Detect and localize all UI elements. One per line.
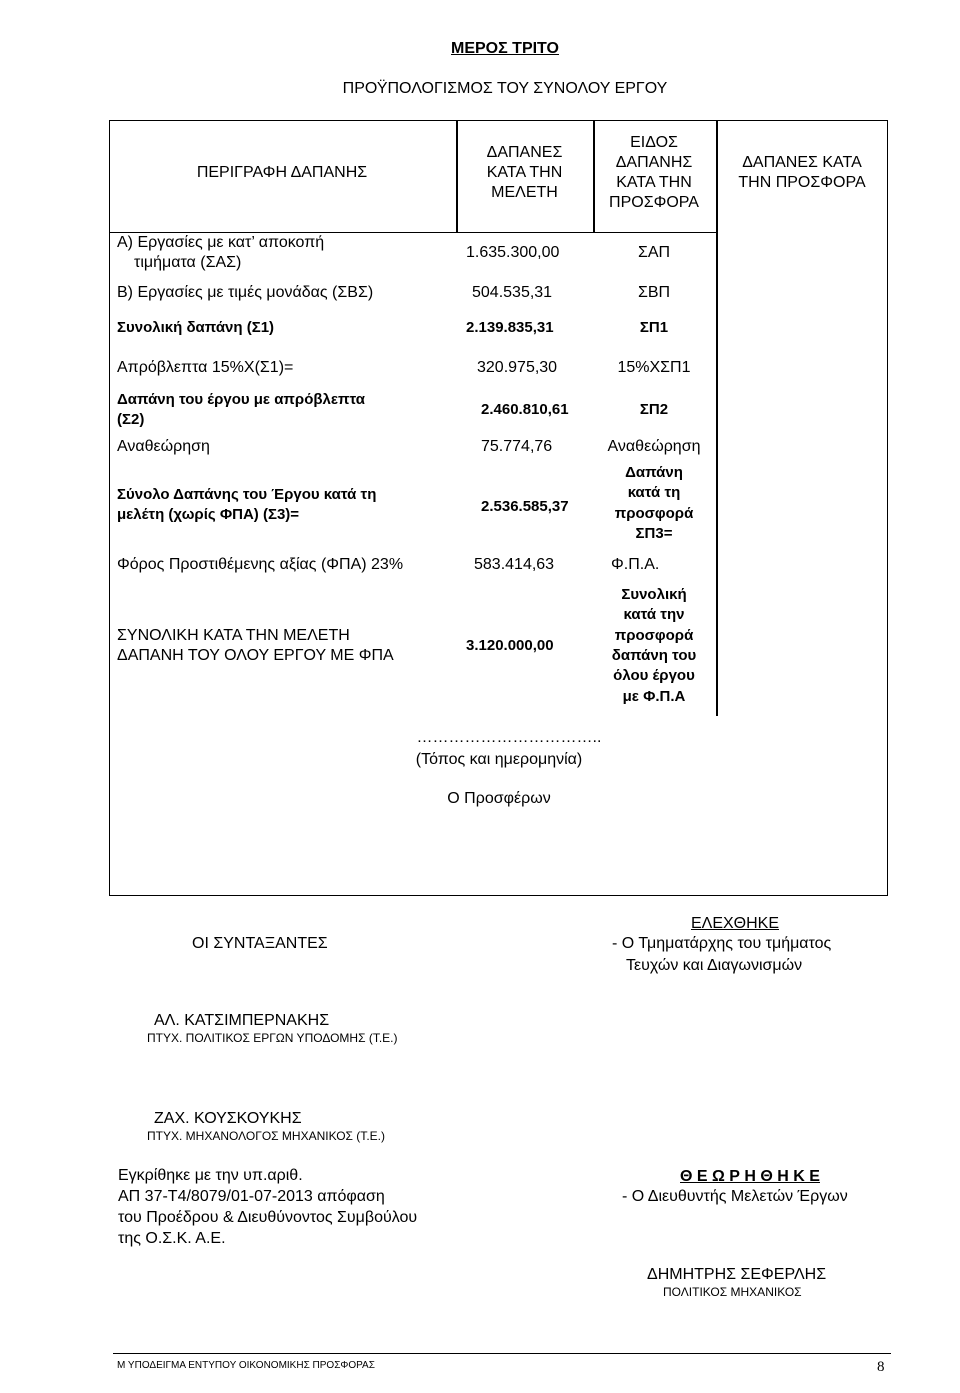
row-s2-type: ΣΠ2 <box>639 401 669 418</box>
row-vat-type: Φ.Π.Α. <box>611 556 660 573</box>
row-b-study: 504.535,31 <box>472 284 553 301</box>
row-b-desc: Β) Εργασίες με τιμές μονάδας (ΣΒΣ) <box>117 284 374 301</box>
col-header-study-3: ΜΕΛΕΤΗ <box>491 184 558 201</box>
row-revision-study: 75.774,76 <box>481 438 553 455</box>
director-name: ΔΗΜΗΤΡΗΣ ΣΕΦΕΡΛΗΣ <box>647 1266 827 1283</box>
col-header-offer-1: ΔΑΠΑΝΕΣ ΚΑΤΑ <box>742 154 862 171</box>
row-contingency-desc: Απρόβλεπτα 15%Χ(Σ1)= <box>117 359 294 376</box>
page-number: 8 <box>877 1359 885 1375</box>
date-dots: …………………………….. <box>416 729 602 746</box>
row-total-type-3: προσφορά <box>614 627 694 644</box>
author-2-title: ΠΤΥΧ. ΜΗΧΑΝΟΛΟΓΟΣ ΜΗΧΑΝΙΚΟΣ (Τ.Ε.) <box>147 1129 385 1143</box>
row-s3-study: 2.536.585,37 <box>481 498 569 515</box>
row-vat-study: 583.414,63 <box>474 556 555 573</box>
col-header-type-4: ΠΡΟΣΦΟΡΑ <box>609 194 699 211</box>
col-header-study-1: ΔΑΠΑΝΕΣ <box>486 144 563 161</box>
col-divider-3 <box>716 121 718 716</box>
author-1-title: ΠΤΥΧ. ΠΟΛΙΤΙΚΟΣ ΕΡΓΩΝ ΥΠΟΔΟΜΗΣ (Τ.Ε.) <box>147 1031 398 1045</box>
row-a-desc-1: Α) Εργασίες με κατ’ αποκοπή <box>117 234 325 251</box>
checked-title: ΕΛΕΧΘΗΚΕ <box>690 915 780 932</box>
row-s1-desc: Συνολική δαπάνη (Σ1) <box>117 319 275 336</box>
row-s2-desc-1: Δαπάνη του έργου με απρόβλεπτα <box>117 391 365 408</box>
checked-line-2: Τευχών και Διαγωνισμών <box>626 957 803 974</box>
row-s2-study: 2.460.810,61 <box>481 401 569 418</box>
col-header-type-1: ΕΙΔΟΣ <box>630 134 678 151</box>
row-total-type-6: με Φ.Π.Α <box>622 688 686 705</box>
col-header-description: ΠΕΡΙΓΡΑΦΗ ΔΑΠΑΝΗΣ <box>196 164 368 181</box>
authors-title: ΟΙ ΣΥΝΤΑΞΑΝΤΕΣ <box>192 935 328 952</box>
col-header-study-2: ΚΑΤΑ ΤΗΝ <box>486 164 563 181</box>
row-a-desc-2: τιμήματα (ΣΑΣ) <box>134 254 242 271</box>
col-header-type-2: ΔΑΠΑΝΗΣ <box>615 154 693 171</box>
row-revision-desc: Αναθεώρηση <box>117 438 210 455</box>
row-s2-desc-2: (Σ2) <box>117 411 145 428</box>
row-b-type: ΣΒΠ <box>637 284 671 301</box>
row-contingency-study: 320.975,30 <box>477 359 558 376</box>
director-title: ΠΟΛΙΤΙΚΟΣ ΜΗΧΑΝΙΚΟΣ <box>663 1285 802 1299</box>
col-header-offer-2: ΤΗΝ ΠΡΟΣΦΟΡΑ <box>738 174 866 191</box>
seen-title: Θ Ε Ω Ρ Η Θ Η Κ Ε <box>680 1168 820 1185</box>
row-s3-type-1: Δαπάνη <box>625 464 683 481</box>
row-total-desc-2: ΔΑΠΑΝΗ ΤΟΥ ΟΛΟΥ ΕΡΓΟΥ ΜΕ ΦΠΑ <box>117 647 394 664</box>
place-date-label: (Τόπος και ημερομηνία) <box>415 751 583 768</box>
row-total-type-2: κατά την <box>623 606 685 623</box>
row-s1-study: 2.139.835,31 <box>466 319 554 336</box>
col-header-type-3: ΚΑΤΑ ΤΗΝ <box>616 174 692 191</box>
seen-line: - Ο Διευθυντής Μελετών Έργων <box>622 1188 848 1205</box>
footer-rule <box>113 1353 891 1354</box>
author-1-name: ΑΛ. ΚΑΤΣΙΜΠΕΡΝΑΚΗΣ <box>154 1012 330 1029</box>
row-a-type: ΣΑΠ <box>637 244 671 261</box>
part-title: ΜΕΡΟΣ ΤΡΙΤΟ <box>451 40 559 57</box>
approved-line-2: ΑΠ 37-Τ4/8079/01-07-2013 απόφαση <box>118 1188 385 1205</box>
author-2-name: ΖΑΧ. ΚΟΥΣΚΟΥΚΗΣ <box>154 1110 302 1127</box>
page-title: ΠΡΟΫΠΟΛΟΓΙΣΜΟΣ ΤΟΥ ΣΥΝΟΛΟΥ ΕΡΓΟΥ <box>342 80 668 97</box>
row-total-type-1: Συνολική <box>621 586 687 603</box>
checked-line-1: - Ο Τμηματάρχης του τμήματος <box>612 935 832 952</box>
approved-line-3: του Προέδρου & Διευθύνοντος Συμβούλου <box>118 1209 418 1226</box>
row-s3-type-3: προσφορά <box>614 505 694 522</box>
row-total-type-4: δαπάνη του <box>611 647 697 664</box>
row-s3-desc-2: μελέτη (χωρίς ΦΠΑ) (Σ3)= <box>117 506 300 523</box>
row-s3-type-2: κατά τη <box>627 484 681 501</box>
row-s3-type-4: ΣΠ3= <box>635 525 673 542</box>
row-vat-desc: Φόρος Προστιθέμενης αξίας (ΦΠΑ) 23% <box>117 556 404 573</box>
row-total-type-5: όλου έργου <box>613 667 695 684</box>
row-total-desc-1: ΣΥΝΟΛΙΚΗ ΚΑΤΑ ΤΗΝ ΜΕΛΕΤΗ <box>117 627 350 644</box>
approved-line-4: της Ο.Σ.Κ. Α.Ε. <box>118 1230 226 1247</box>
document-note: Μ ΥΠΟΔΕΙΓΜΑ ΕΝΤΥΠΟΥ ΟΙΚΟΝΟΜΙΚΗΣ ΠΡΟΣΦΟΡΑΣ <box>117 1360 375 1371</box>
row-a-study: 1.635.300,00 <box>466 244 560 261</box>
row-revision-type: Αναθεώρηση <box>607 438 701 455</box>
row-s3-desc-1: Σύνολο Δαπάνης του Έργου κατά τη <box>117 486 377 503</box>
row-s1-type: ΣΠ1 <box>639 319 669 336</box>
row-total-study: 3.120.000,00 <box>466 637 554 654</box>
bidder-label: Ο Προσφέρων <box>447 790 551 807</box>
row-contingency-type: 15%ΧΣΠ1 <box>617 359 691 376</box>
approved-line-1: Εγκρίθηκε με την υπ.αριθ. <box>118 1167 303 1184</box>
